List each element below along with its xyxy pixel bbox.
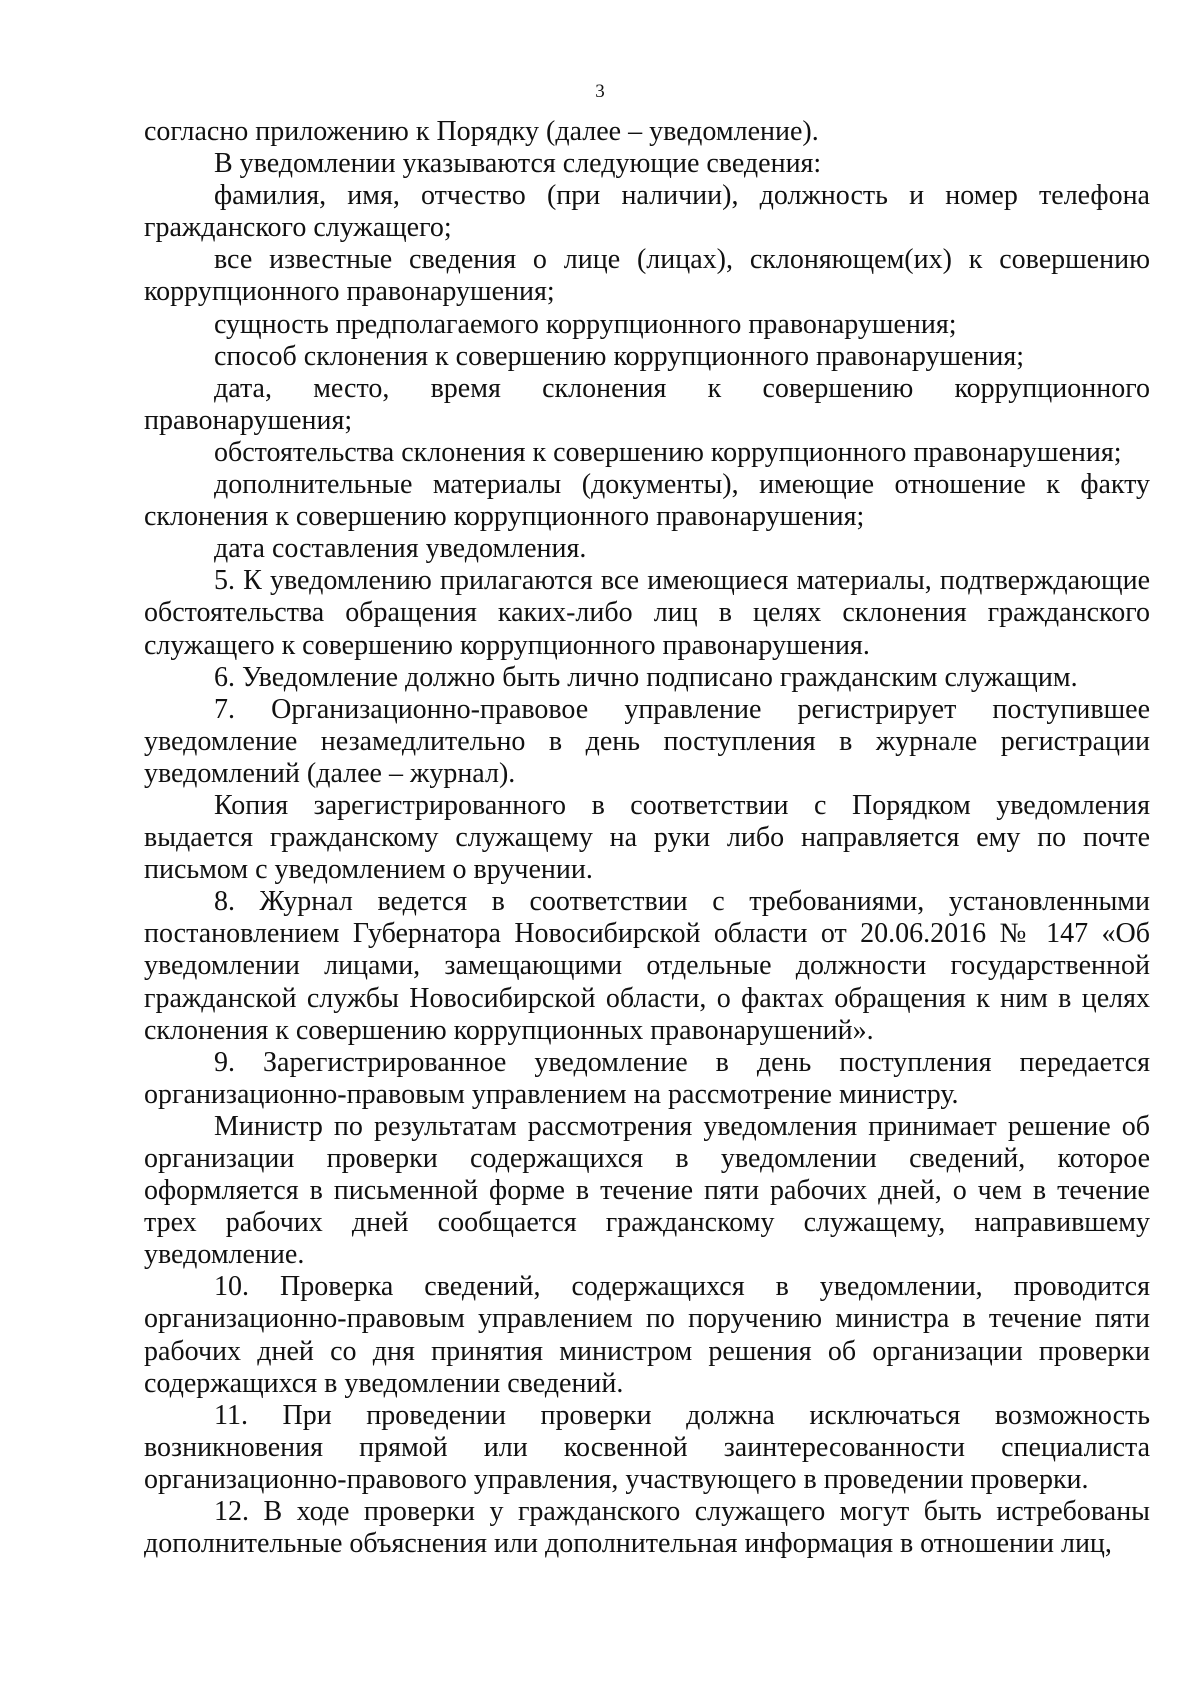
paragraph-item-10: 10. Проверка сведений, содержащихся в уведомлении, проводится организационно-правовым управлением по поручению министра в течение пяти рабочих дней со дня принятия министром решения об организации проверки содержащихся в уведомлении сведений. (144, 1271, 1150, 1399)
paragraph-item-12: 12. В ходе проверки у гражданского служащего могут быть истребованы дополнительные объяснения или дополнительная информация в отношении лиц, (144, 1496, 1150, 1560)
paragraph: Министр по результатам рассмотрения уведомления принимает решение об организации проверки содержащихся в уведомлении сведений, которое оформляется в письменной форме в течение пяти рабочих дней, о чем в течение трех рабочих дней сообщается гражданскому служащему, направившему уведомление. (144, 1110, 1150, 1271)
paragraph: дата, место, время склонения к совершению коррупционного правонарушения; (144, 372, 1150, 436)
paragraph: обстоятельства склонения к совершению коррупционного правонарушения; (214, 436, 1122, 468)
paragraph-item-7: 7. Организационно-правовое управление регистрирует поступившее уведомление незамедлительно в день поступления в журнале регистрации уведомлений (далее – журнал). (144, 693, 1150, 789)
paragraph: сущность предполагаемого коррупционного правонарушения; (214, 308, 957, 340)
paragraph: В уведомлении указываются следующие сведения: (214, 148, 822, 180)
paragraph: способ склонения к совершению коррупционного правонарушения; (214, 340, 1025, 372)
page-number: 3 (595, 81, 605, 102)
paragraph-item-11: 11. При проведении проверки должна исключаться возможность возникновения прямой или косвенной заинтересованности специалиста организационно-правового управления, участвующего в проведении проверки. (144, 1399, 1150, 1495)
paragraph: дополнительные материалы (документы), имеющие отношение к факту склонения к совершению коррупционного правонарушения; (144, 469, 1150, 533)
paragraph: фамилия, имя, отчество (при наличии), должность и номер телефона гражданского служащего; (144, 180, 1150, 244)
paragraph: дата составления уведомления. (214, 533, 587, 565)
paragraph-item-8: 8. Журнал ведется в соответствии с требованиями, установленными постановлением Губернатора Новосибирской области от 20.06.2016 № 147 «Об уведомлении лицами, замещающими отдельные должности государственной гражданской службы Новосибирской области, о фактах обращения к ним в целях склонения к совершению коррупционных правонарушений». (144, 886, 1150, 1046)
paragraph-item-9: 9. Зарегистрированное уведомление в день поступления передается организационно-правовым управлением на рассмотрение министру. (144, 1046, 1150, 1110)
paragraph: Копия зарегистрированного в соответствии с Порядком уведомления выдается гражданскому служащему на руки либо направляется ему по почте письмом с уведомлением о вручении. (144, 789, 1150, 886)
paragraph: все известные сведения о лице (лицах), склоняющем(их) к совершению коррупционного правонарушения; (144, 244, 1150, 308)
paragraph-item-5: 5. К уведомлению прилагаются все имеющиеся материалы, подтверждающие обстоятельства обращения каких-либо лиц в целях склонения гражданского служащего к совершению коррупционного правонарушения. (144, 565, 1150, 661)
paragraph-item-6: 6. Уведомление должно быть лично подписано гражданским служащим. (214, 661, 1078, 693)
paragraph-continuation: согласно приложению к Порядку (далее – уведомление). (144, 116, 819, 147)
document-body (144, 116, 1150, 1560)
